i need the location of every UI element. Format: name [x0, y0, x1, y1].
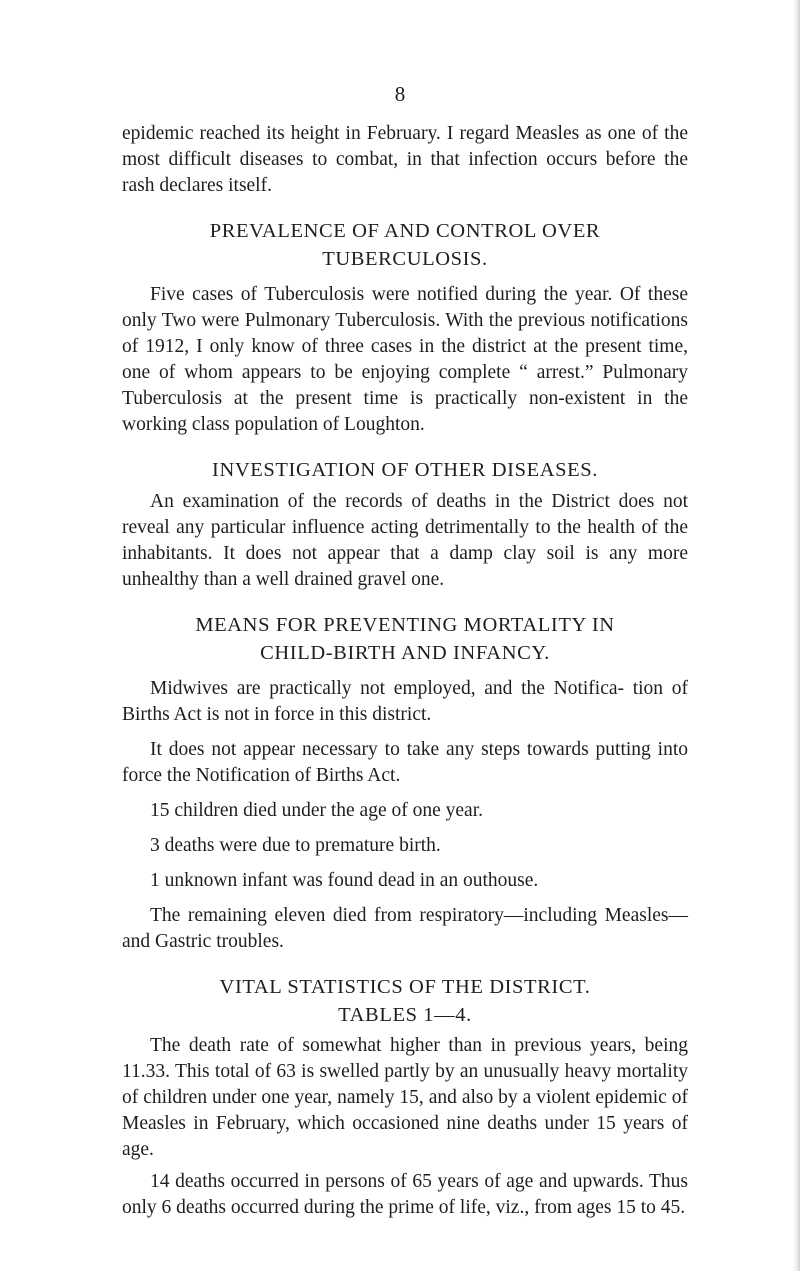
section-heading [122, 456, 688, 484]
heading-line: VITAL STATISTICS OF THE DISTRICT. [219, 976, 591, 998]
heading-line: INVESTIGATION OF OTHER DISEASES. [212, 459, 598, 481]
heading-line: PREVALENCE OF AND CONTROL OVER [209, 220, 601, 242]
section-other-diseases [122, 456, 688, 593]
page-number: 8 [394, 82, 406, 106]
section-infant-mortality [122, 611, 688, 955]
page-edge-shadow [793, 0, 800, 1271]
section-tuberculosis [122, 217, 688, 438]
paragraph: 1 unknown infant was found dead in an outhouse. [150, 870, 539, 891]
paragraph: It does not appear necessary to take any steps towards putting into force the Notification of Births Act. [122, 739, 688, 786]
heading-line: TUBERCULOSIS. [322, 248, 488, 270]
paragraph: Five cases of Tuberculosis were notified during the year. Of these only Two were Pulmonary Tuberculosis. With the previous notifications of 1912, I only know of three cases in the district at the present time, one of whom appears to be enjoying complete “ arrest.” Pulmonary Tuberculosis at the present time is practically non-existent in the working class population of Loughton. [122, 284, 688, 435]
paragraph: The remaining eleven died from respiratory—including Measles—and Gastric troubles. [122, 905, 688, 952]
page-body [122, 121, 688, 1221]
section-heading [122, 973, 688, 1029]
intro-paragraph: epidemic reached its height in February. I regard Measles as one of the most difficult diseases to combat, in that infection occurs before the rash declares itself. [122, 123, 688, 196]
paragraph: 3 deaths were due to premature birth. [150, 835, 441, 856]
section-vital-statistics [122, 973, 688, 1221]
section-heading [122, 217, 688, 273]
section-heading [122, 611, 688, 667]
heading-line: TABLES 1—4. [338, 1004, 472, 1026]
paragraph: 14 deaths occurred in persons of 65 years of age and upwards. Thus only 6 deaths occurred during the prime of life, viz., from ages 15 to 45. [122, 1171, 688, 1218]
paragraph: An examination of the records of deaths in the District does not reveal any particular influence acting detrimentally to the health of the inhabitants. It does not appear that a damp clay soil is any more unhealthy than a well drained gravel one. [122, 491, 688, 590]
paragraph: Midwives are practically not employed, and the Notifica- tion of Births Act is not in force in this district. [122, 678, 688, 725]
paragraph: The death rate of somewhat higher than in previous years, being 11.33. This total of 63 is swelled partly by an unusually heavy mortality of children under one year, namely 15, and also by a violent epidemic of Measles in February, which occasioned nine deaths under 15 years of age. [122, 1035, 688, 1160]
heading-line: MEANS FOR PREVENTING MORTALITY IN [195, 614, 615, 636]
heading-line: CHILD-BIRTH AND INFANCY. [260, 642, 550, 664]
paragraph: 15 children died under the age of one year. [150, 800, 483, 821]
